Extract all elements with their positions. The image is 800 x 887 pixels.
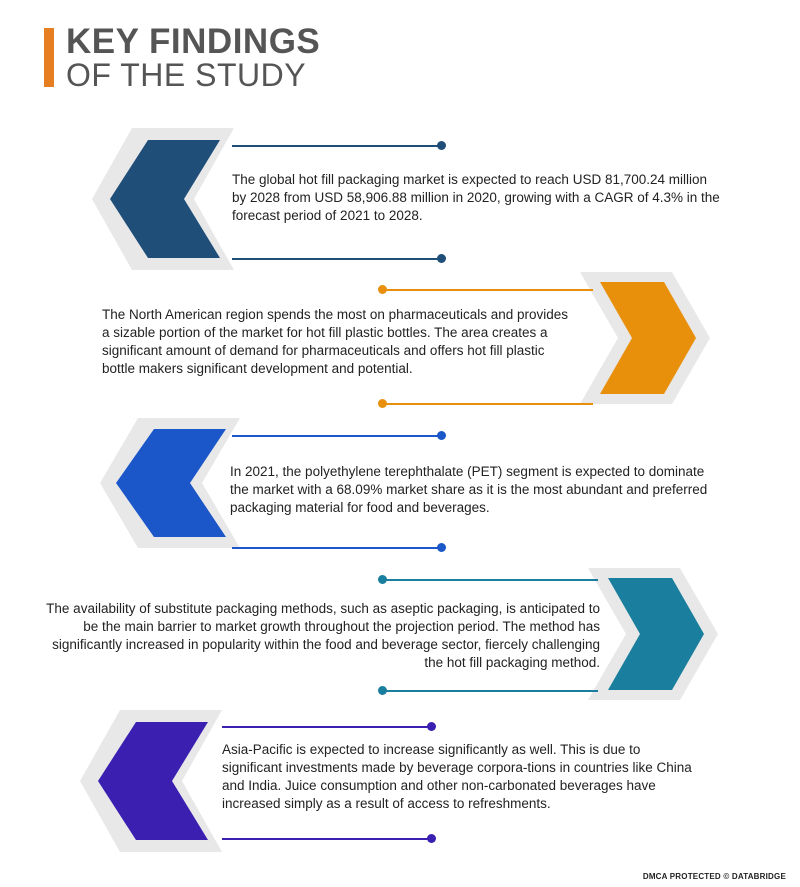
finding-text: The North American region spends the most on pharmaceuticals and provides a sizable portion of the market for hot fill plastic bottles. The area creates a significant amount of demand for pharmaceuticals and offers hot fill plastic bottle makers significant development and potential. (102, 307, 569, 376)
divider-bottom (232, 547, 440, 549)
title-accent-bar (44, 28, 54, 87)
divider-bottom (383, 690, 598, 692)
finding-text: Asia-Pacific is expected to increase significantly as well. This is due to significant investments made by beverage corpora-tions in countries like China and India. Juice consumption and other non-carbonated beverages have increased simply as a result of access to refreshments. (222, 742, 692, 811)
chevron-left-icon (80, 710, 222, 852)
divider-bottom (383, 403, 593, 405)
divider-top (232, 435, 440, 437)
divider-dot (437, 543, 446, 552)
divider-top (222, 726, 430, 728)
divider-dot (427, 722, 436, 731)
divider-bottom (222, 838, 430, 840)
divider-dot (437, 254, 446, 263)
divider-dot (437, 431, 446, 440)
divider-top (383, 579, 598, 581)
chevron-right-icon (588, 568, 718, 700)
chevron-left-icon (92, 128, 234, 270)
finding-text: In 2021, the polyethylene terephthalate (PET) segment is expected to dominate the market with a 68.09% market share as it is the most abundant and preferred packaging material for food and beverages. (230, 464, 708, 515)
finding-text: The availability of substitute packaging methods, such as aseptic packaging, is anticipated to be the main barrier to market growth throughout the projection period. The method has significantly increased in popularity within the food and beverage sector, fiercely challenging the hot fill packaging method. (46, 601, 600, 670)
divider-dot (378, 575, 387, 584)
divider-dot (378, 686, 387, 695)
chevron-right-icon (580, 272, 710, 404)
chevron-left-icon (100, 418, 240, 548)
divider-dot (378, 285, 387, 294)
divider-top (232, 145, 440, 147)
divider-top (383, 289, 593, 291)
divider-dot (427, 834, 436, 843)
finding-text: The global hot fill packaging market is expected to reach USD 81,700.24 million by 2028 from USD 58,906.88 million in 2020, growing with a CAGR of 4.3% in the forecast period of 2021 to 2028. (232, 172, 720, 223)
divider-dot (378, 399, 387, 408)
page-title: KEY FINDINGS (66, 22, 321, 61)
divider-dot (437, 141, 446, 150)
copyright-footer: DMCA PROTECTED © DATABRIDGE (642, 872, 786, 881)
divider-bottom (232, 258, 440, 260)
page-subtitle: OF THE STUDY (66, 57, 307, 93)
